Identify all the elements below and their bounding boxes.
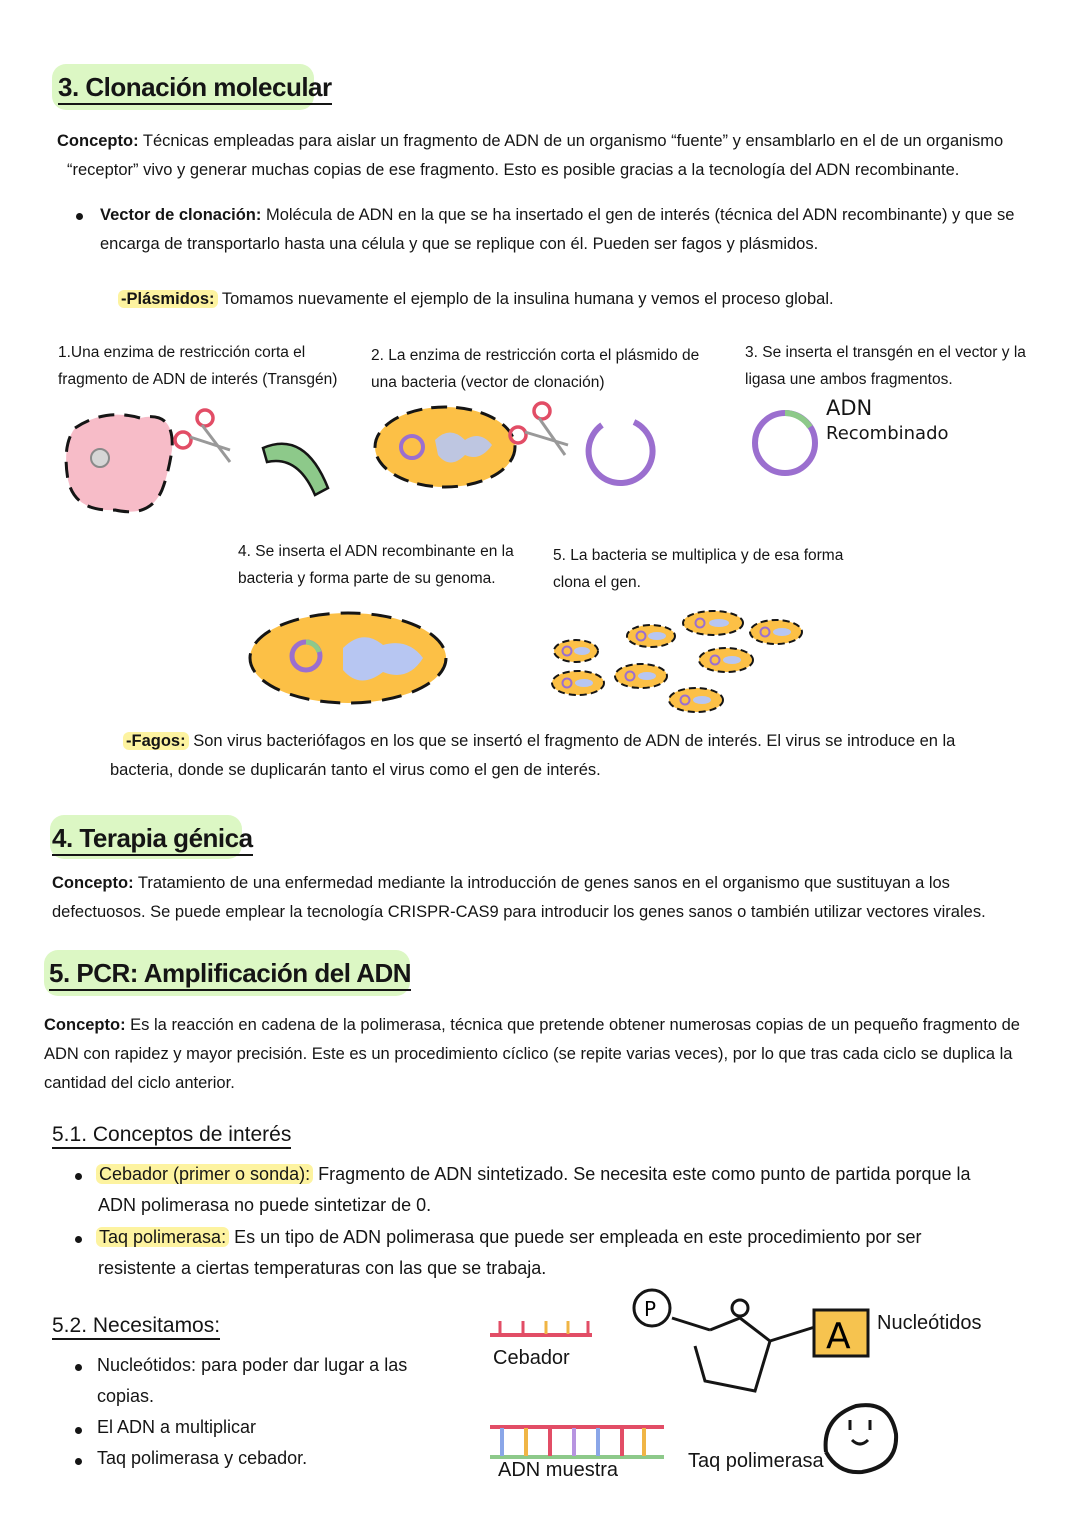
bullet (75, 1364, 82, 1371)
cebador-text: Fragmento de ADN sintetizado. Se necesita este como punto de partida porque la (318, 1164, 971, 1184)
need-1-label: Nucleótidos: (97, 1355, 197, 1375)
step-5-line-2: clona el gen. (553, 574, 641, 591)
concept-line-1: Técnicas empleadas para aislar un fragmento de ADN de un organismo “fuente” y ensamblarlo en el de un organismo (142, 132, 1004, 150)
taq-text: Es un tipo de ADN polimerasa que puede ser empleada en este procedimiento por ser (234, 1227, 922, 1247)
fagos-label: -Fagos: (123, 732, 189, 750)
s4-concept-line-1 (52, 869, 1052, 898)
subsection-5-1-title: 5.1. Conceptos de interés (52, 1123, 291, 1149)
scissors-icon (175, 410, 230, 462)
s5-concept-line-3: cantidad del ciclo anterior. (44, 1074, 235, 1092)
step-5-line-1: 5. La bacteria se multiplica y de esa forma (553, 547, 844, 564)
plasmidos-line (118, 285, 1018, 314)
step-4-line-1: 4. Se inserta el ADN recombinante en la (238, 543, 514, 560)
bullet (75, 1236, 82, 1243)
need-1-text: para poder dar lugar a las (201, 1355, 408, 1375)
subsection-5-2-title: 5.2. Necesitamos: (52, 1314, 220, 1340)
step-2-line-2: una bacteria (vector de clonación) (371, 374, 605, 391)
bullet (75, 1427, 82, 1434)
section-5-title: 5. PCR: Amplificación del ADN (49, 958, 411, 991)
fagos-text: Son virus bacteriófagos en los que se insertó el fragmento de ADN de interés. El virus se introduce en la (193, 732, 956, 750)
phosphate-letter: P (644, 1297, 657, 1321)
scissors-icon (510, 403, 568, 455)
s4-text-1: Tratamiento de una enfermedad mediante la introducción de genes sanos en el organismo que sustituyan a los (137, 874, 950, 892)
taq-label: Taq polimerasa: (96, 1227, 229, 1247)
concept-label: Concepto: (57, 132, 139, 150)
step-2-line-1: 2. La enzima de restricción corta el plásmido de (371, 347, 700, 364)
step-2-label (371, 342, 731, 396)
section-4-title: 4. Terapia génica (52, 823, 253, 856)
step-3-line-2: ligasa une ambos fragmentos. (745, 371, 953, 388)
fig-taq-label: Taq polimerasa (688, 1450, 824, 1472)
transgene-segment (785, 413, 810, 427)
recombinado-label: Recombinado (826, 423, 949, 444)
vector-label: Vector de clonación: (100, 206, 262, 224)
step-4-figure (248, 610, 458, 710)
step-4-label (238, 538, 558, 592)
plasmidos-text: Tomamos nuevamente el ejemplo de la insulina humana y vemos el proceso global. (221, 290, 834, 308)
cell-icon (66, 415, 172, 512)
s4-concept-line-2: defectuosos. Se puede emplear la tecnología CRISPR-CAS9 para introducir los genes sanos o también utilizar vectores virales. (52, 903, 986, 921)
s3-concept (57, 127, 1047, 156)
concept-label: Concepto: (44, 1016, 126, 1034)
need-1-line-2: copias. (97, 1386, 155, 1406)
need-2: El ADN a multiplicar (97, 1417, 257, 1437)
step-1-figure (60, 400, 380, 530)
s5-text-1: Es la reacción en cadena de la polimerasa, técnica que pretende obtener numerosas copias de un pequeño fragmento de (130, 1016, 1020, 1034)
step-3-label (745, 339, 1065, 393)
dna-fragment-icon (263, 444, 328, 495)
primer-icon (488, 1318, 598, 1340)
vector-text: Molécula de ADN en la que se ha insertado el gen de interés (técnica del ADN recombinante) y que se (265, 206, 1015, 224)
taq-line-2: resistente a ciertas temperaturas con las que se trabaja. (98, 1258, 547, 1278)
nucleus-icon (91, 449, 109, 467)
step-1-label (58, 339, 358, 393)
fig-adn-muestra-label: ADN muestra (498, 1459, 619, 1481)
adn-label: ADN (826, 396, 873, 420)
bullet (75, 1458, 82, 1465)
bacteria-colony (552, 611, 802, 712)
base-letter: A (826, 1316, 851, 1357)
concept-label: Concepto: (52, 874, 134, 892)
vector-line-1 (100, 201, 1040, 230)
cebador-label: Cebador (primer o sonda): (96, 1164, 313, 1184)
open-plasmid-icon (589, 422, 653, 483)
s5-concept-line-2: ADN con rapidez y mayor precisión. Este es un procedimiento cíclico (se repite varias veces), por lo que tras cada ciclo se duplica la (44, 1045, 1013, 1063)
vector-line-2: encarga de transportarlo hasta una célula y que se replique con él. Pueden ser fagos y plásmidos. (100, 235, 819, 253)
fagos-line-1 (123, 727, 1023, 756)
cebador-line-2: ADN polimerasa no puede sintetizar de 0. (98, 1195, 432, 1215)
step-5-figure (548, 598, 808, 718)
bullet (75, 1173, 82, 1180)
bullet (76, 213, 83, 220)
step-1-line-1: 1.Una enzima de restricción corta el (58, 344, 306, 361)
step-3-line-1: 3. Se inserta el transgén en el vector y la (745, 344, 1026, 361)
dna-sample-icon (488, 1420, 668, 1464)
base-icon (812, 1308, 872, 1360)
step-1-line-2: fragmento de ADN de interés (Transgén) (58, 371, 338, 388)
concept-line-2: “receptor” vivo y generar muchas copias de ese fragmento. Esto es posible gracias a la tecnología del ADN recombinante. (67, 161, 960, 179)
section-3-title: 3. Clonación molecular (58, 72, 332, 105)
fig-cebador-label: Cebador (493, 1347, 570, 1369)
need-1-line-1 (97, 1349, 457, 1381)
adn-recombinado-label (826, 396, 949, 446)
cebador-line-1 (96, 1158, 996, 1190)
step-4-line-2: bacteria y forma parte de su genoma. (238, 570, 496, 587)
taq-line-1 (96, 1221, 996, 1253)
step-3-figure (748, 405, 828, 485)
fig-nucleotidos-label: Nucleótidos (877, 1312, 982, 1334)
fagos-line-2: bacteria, donde se duplicarán tanto el virus como el gen de interés. (110, 761, 601, 779)
step-5-label (553, 542, 873, 596)
need-3: Taq polimerasa y cebador. (97, 1448, 308, 1468)
step-2-figure (370, 400, 670, 500)
taq-polymerase-icon (818, 1400, 902, 1476)
s5-concept-line-1 (44, 1011, 1054, 1040)
plasmidos-label: -Plásmidos: (118, 290, 218, 308)
